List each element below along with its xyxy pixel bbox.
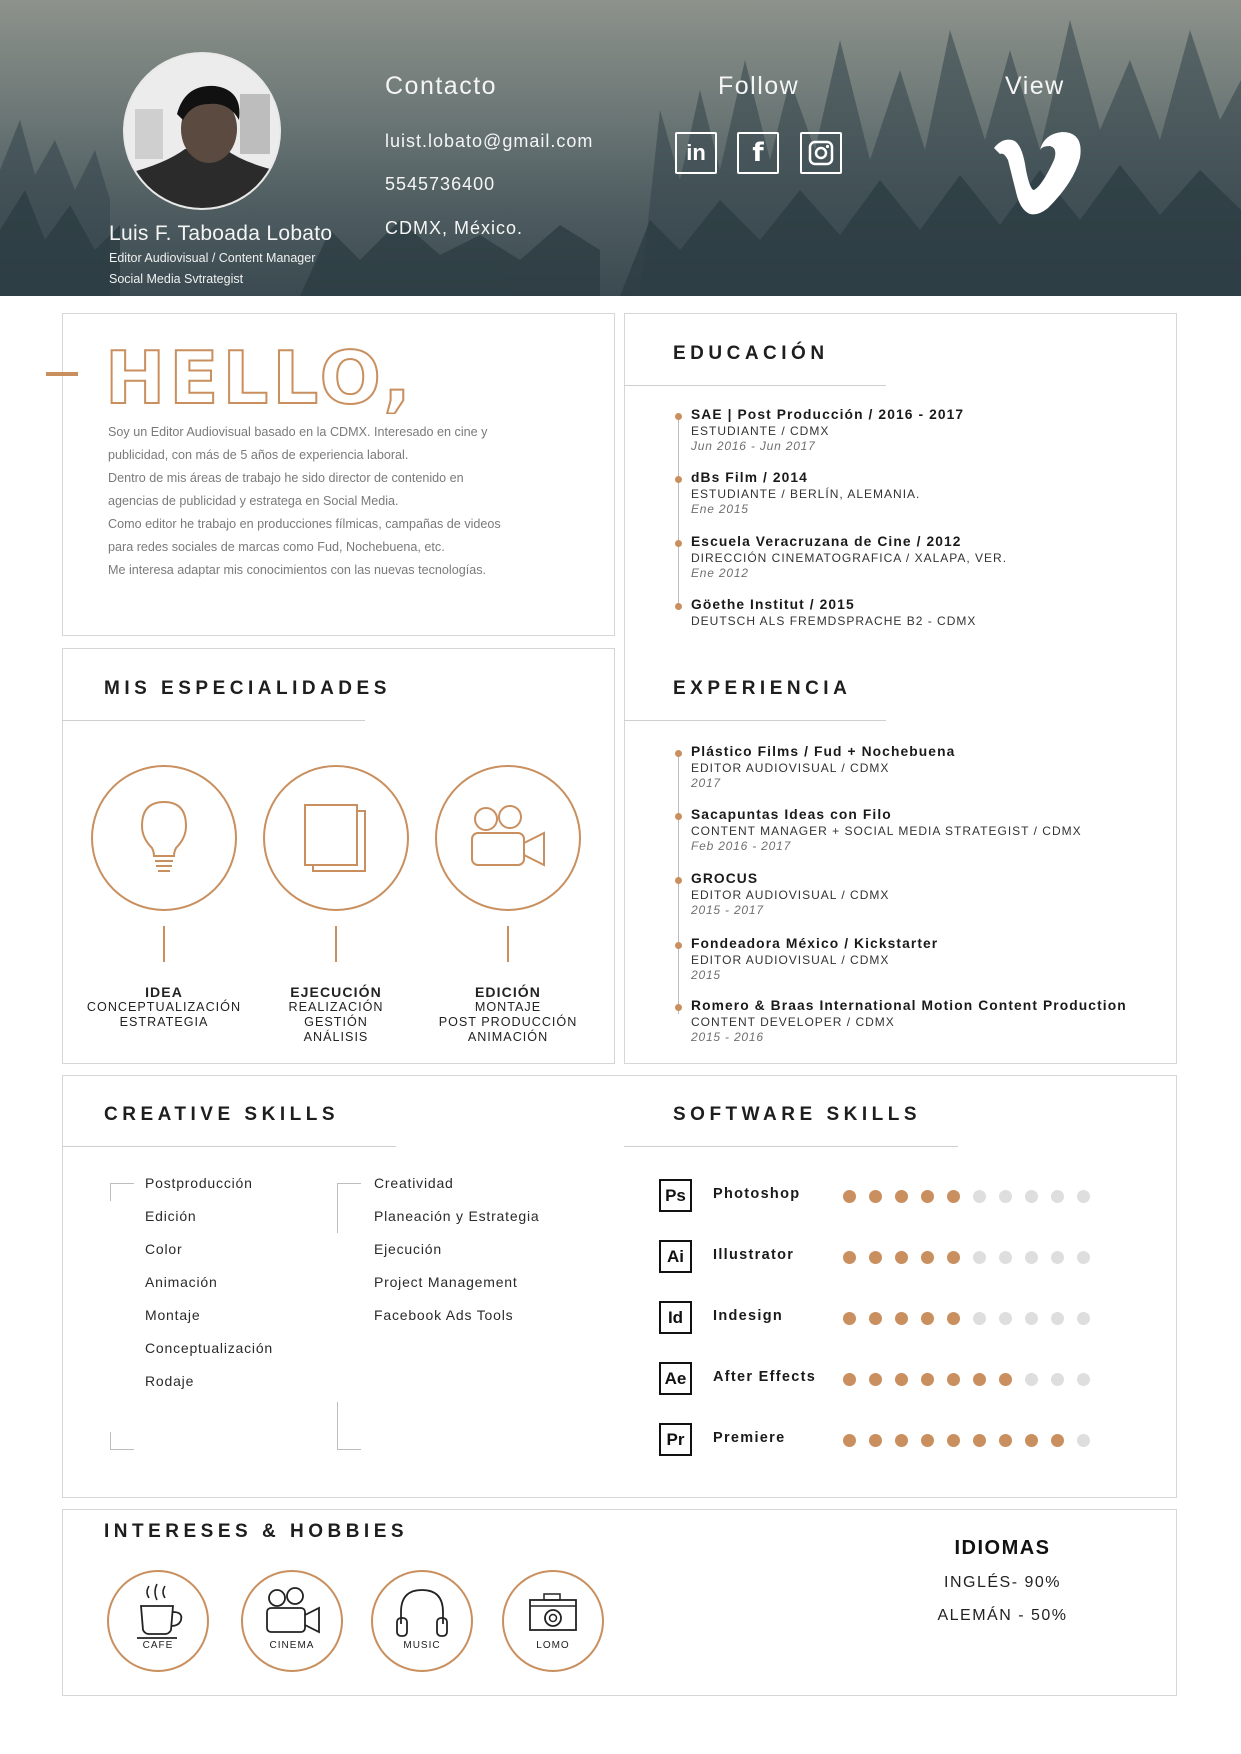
timeline-dot (675, 877, 682, 884)
skill-dot-filled (843, 1251, 856, 1264)
skill-dot-filled (947, 1190, 960, 1203)
skill-dot-empty (973, 1190, 986, 1203)
skill-dot-empty (973, 1312, 986, 1325)
skill-dot-filled (921, 1312, 934, 1325)
facebook-icon[interactable]: f (737, 132, 779, 174)
bracket-decor (110, 1432, 134, 1450)
software-name: Photoshop (713, 1186, 801, 1202)
creative-skill: Facebook Ads Tools (374, 1307, 514, 1323)
skill-level (843, 1312, 1090, 1325)
follow-title: Follow (718, 72, 800, 100)
pages-icon (301, 801, 371, 876)
skill-dot-filled (921, 1190, 934, 1203)
hobbies-title: INTERESES & HOBBIES (104, 1521, 409, 1542)
experience-item-date: 2015 (691, 968, 721, 982)
coffee-icon (109, 1572, 207, 1670)
experience-item-title: Plástico Films / Fud + Nochebuena (691, 744, 956, 759)
software-name: Premiere (713, 1430, 786, 1446)
timeline-dot (675, 413, 682, 420)
skill-dot-empty (973, 1251, 986, 1264)
creative-skill: Project Management (374, 1274, 518, 1290)
hello-heading-text: HELLO, (105, 338, 405, 414)
experience-item-sub: CONTENT MANAGER + SOCIAL MEDIA STRATEGIST / CDMX (691, 824, 1082, 838)
hobby-label: MUSIC (403, 1640, 441, 1651)
education-item-title: Escuela Veracruzana de Cine / 2012 (691, 534, 962, 549)
creative-skill: Conceptualización (145, 1340, 274, 1356)
creative-skill: Creatividad (374, 1175, 454, 1191)
software-skills-title: SOFTWARE SKILLS (673, 1104, 921, 1125)
software-name: After Effects (713, 1369, 817, 1385)
skill-dot-empty (1077, 1312, 1090, 1325)
vimeo-icon[interactable] (992, 130, 1084, 216)
specialty-line: ANÁLISIS (303, 1030, 369, 1044)
profile-role-secondary: Social Media Svtrategist (109, 272, 244, 286)
hobby-coffee (107, 1570, 209, 1672)
skill-dot-filled (869, 1373, 882, 1386)
contact-email[interactable]: luist.lobato@gmail.com (385, 131, 594, 151)
skill-dot-empty (999, 1312, 1012, 1325)
experience-timeline (678, 756, 679, 1014)
specialty-execution-text (236, 985, 436, 1045)
creative-skill: Postproducción (145, 1175, 253, 1191)
skill-dot-filled (947, 1251, 960, 1264)
experience-rule (624, 720, 886, 721)
experience-item-title: Romero & Braas International Motion Content Production (691, 998, 1127, 1013)
skill-dot-filled (869, 1434, 882, 1447)
specialty-edition-text (408, 985, 608, 1045)
hobby-cinema (241, 1570, 343, 1672)
language-item: INGLÉS- 90% (944, 1574, 1061, 1591)
view-title: View (1005, 72, 1065, 100)
hobby-label: CAFE (142, 1640, 174, 1651)
skill-dot-filled (999, 1373, 1012, 1386)
bracket-decor (337, 1183, 361, 1233)
skill-dot-empty (1025, 1373, 1038, 1386)
hobby-lomo (502, 1570, 604, 1672)
skill-dot-empty (1077, 1373, 1090, 1386)
timeline-dot (675, 603, 682, 610)
about-line: agencias de publicidad y estratega en Social Media. (108, 494, 399, 508)
skill-dot-empty (1051, 1251, 1064, 1264)
software-skills-rule (624, 1146, 958, 1147)
hello-heading (105, 338, 405, 419)
after-effects-icon: Ae (659, 1362, 692, 1395)
illustrator-icon: Ai (659, 1240, 692, 1273)
skill-dot-filled (895, 1190, 908, 1203)
specialty-line: GESTIÓN (304, 1015, 368, 1029)
about-line: Dentro de mis áreas de trabajo he sido director de contenido en (108, 471, 464, 485)
camera-icon (504, 1572, 602, 1670)
profile-role: Editor Audiovisual / Content Manager (109, 251, 316, 265)
education-item-date: Ene 2012 (691, 566, 749, 580)
specialty-line: ESTRATEGIA (119, 1015, 209, 1029)
specialty-line: ANIMACIÓN (467, 1030, 549, 1044)
education-item-sub: ESTUDIANTE / CDMX (691, 424, 830, 438)
skill-dot-filled (947, 1373, 960, 1386)
bracket-decor (337, 1402, 361, 1450)
education-item-date: Ene 2015 (691, 502, 749, 516)
education-item-title: SAE | Post Producción / 2016 - 2017 (691, 407, 965, 422)
about-line: Como editor he trabajo en producciones fílmicas, campañas de videos (108, 517, 501, 531)
skill-level (843, 1434, 1090, 1447)
specialty-heading: IDEA (145, 984, 183, 1000)
experience-item-date: Feb 2016 - 2017 (691, 839, 792, 853)
skill-dot-filled (895, 1312, 908, 1325)
skill-dot-empty (1077, 1434, 1090, 1447)
hobby-music (371, 1570, 473, 1672)
cinema-icon (243, 1572, 341, 1670)
timeline-dot (675, 540, 682, 547)
skill-dot-filled (1025, 1434, 1038, 1447)
skill-dot-filled (921, 1434, 934, 1447)
indesign-icon: Id (659, 1301, 692, 1334)
specialty-line: REALIZACIÓN (288, 1000, 384, 1014)
film-camera-icon (466, 803, 550, 873)
skill-dot-empty (1051, 1190, 1064, 1203)
education-item-sub: DEUTSCH ALS FREMDSPRACHE B2 - CDMX (691, 614, 977, 628)
skill-dot-filled (869, 1312, 882, 1325)
hello-accent-bar (46, 372, 78, 376)
contact-title: Contacto (385, 72, 498, 100)
headphones-icon (373, 1572, 471, 1670)
specialty-line: CONCEPTUALIZACIÓN (86, 1000, 242, 1014)
creative-skills-title: CREATIVE SKILLS (104, 1104, 339, 1125)
profile-name: Luis F. Taboada Lobato (109, 222, 333, 245)
skill-dot-empty (1077, 1190, 1090, 1203)
software-name: Indesign (713, 1308, 784, 1324)
education-item-title: Göethe Institut / 2015 (691, 597, 855, 612)
bracket-decor (110, 1183, 134, 1201)
experience-item-sub: CONTENT DEVELOPER / CDMX (691, 1015, 895, 1029)
specialty-line: POST PRODUCCIÓN (438, 1015, 578, 1029)
about-line: Me interesa adaptar mis conocimientos con las nuevas tecnologías. (108, 563, 487, 577)
lightbulb-icon (134, 798, 194, 878)
timeline-dot (675, 813, 682, 820)
specialty-stem (163, 926, 165, 962)
experience-title: EXPERIENCIA (673, 678, 852, 699)
skill-dot-filled (947, 1312, 960, 1325)
about-line: publicidad, con más de 5 años de experiencia laboral. (108, 448, 409, 462)
specialty-heading: EJECUCIÓN (290, 984, 382, 1000)
experience-item-title: GROCUS (691, 871, 759, 886)
creative-skill: Montaje (145, 1307, 201, 1323)
education-title: EDUCACIÓN (673, 343, 829, 364)
skill-dot-filled (973, 1434, 986, 1447)
instagram-icon[interactable] (800, 132, 842, 174)
language-item: ALEMÁN - 50% (937, 1607, 1068, 1624)
skill-dot-filled (869, 1251, 882, 1264)
skill-dot-empty (1025, 1251, 1038, 1264)
education-timeline (678, 420, 679, 610)
skill-dot-filled (869, 1190, 882, 1203)
skill-dot-empty (1077, 1251, 1090, 1264)
skill-dot-filled (999, 1434, 1012, 1447)
photoshop-icon: Ps (659, 1179, 692, 1212)
creative-skill: Planeación y Estrategia (374, 1208, 540, 1224)
education-item-title: dBs Film / 2014 (691, 470, 808, 485)
education-item-sub: ESTUDIANTE / BERLÍN, ALEMANIA. (691, 487, 921, 501)
timeline-dot (675, 476, 682, 483)
creative-skill: Edición (145, 1208, 197, 1224)
creative-skill: Rodaje (145, 1373, 195, 1389)
skill-dot-empty (1051, 1312, 1064, 1325)
hobby-label: CINEMA (269, 1640, 315, 1651)
specialty-stem (335, 926, 337, 962)
education-rule (624, 385, 886, 386)
skill-dot-filled (895, 1373, 908, 1386)
experience-item-title: Fondeadora México / Kickstarter (691, 936, 939, 951)
skill-dot-empty (999, 1251, 1012, 1264)
skill-dot-filled (895, 1251, 908, 1264)
contact-phone[interactable]: 5545736400 (385, 174, 496, 194)
skill-dot-filled (1051, 1434, 1064, 1447)
premiere-icon: Pr (659, 1423, 692, 1456)
about-text (108, 421, 568, 582)
experience-item-sub: EDITOR AUDIOVISUAL / CDMX (691, 761, 890, 775)
skill-level (843, 1373, 1090, 1386)
specialty-stem (507, 926, 509, 962)
education-item-date: Jun 2016 - Jun 2017 (691, 439, 816, 453)
skill-dot-empty (1025, 1190, 1038, 1203)
experience-item-date: 2017 (691, 776, 721, 790)
creative-skills-rule (62, 1146, 396, 1147)
education-item-sub: DIRECCIÓN CINEMATOGRAFICA / XALAPA, VER. (691, 551, 1008, 565)
skill-dot-filled (843, 1190, 856, 1203)
contact-location: CDMX, México. (385, 218, 524, 238)
creative-skill: Ejecución (374, 1241, 442, 1257)
specialty-idea-text (64, 985, 264, 1030)
skill-dot-filled (921, 1251, 934, 1264)
skill-dot-filled (843, 1434, 856, 1447)
creative-skill: Animación (145, 1274, 218, 1290)
skill-dot-empty (1051, 1373, 1064, 1386)
experience-item-title: Sacapuntas Ideas con Filo (691, 807, 892, 822)
languages-title: IDIOMAS (954, 1537, 1051, 1559)
specialties-rule (62, 720, 365, 721)
skill-dot-empty (1025, 1312, 1038, 1325)
specialty-heading: EDICIÓN (474, 984, 542, 1000)
experience-item-sub: EDITOR AUDIOVISUAL / CDMX (691, 888, 890, 902)
experience-item-date: 2015 - 2017 (691, 903, 764, 917)
creative-skill: Color (145, 1241, 183, 1257)
specialty-execution-circle (263, 765, 409, 911)
specialties-title: MIS ESPECIALIDADES (104, 678, 391, 699)
specialty-idea-circle (91, 765, 237, 911)
skill-dot-filled (843, 1373, 856, 1386)
skill-dot-filled (973, 1373, 986, 1386)
about-line: para redes sociales de marcas como Fud, Nochebuena, etc. (108, 540, 445, 554)
header-banner (0, 0, 1241, 296)
skill-dot-filled (843, 1312, 856, 1325)
specialty-line: MONTAJE (474, 1000, 542, 1014)
timeline-dot (675, 1004, 682, 1011)
skill-dot-filled (895, 1434, 908, 1447)
skill-dot-filled (947, 1434, 960, 1447)
avatar (123, 52, 281, 210)
specialty-edition-circle (435, 765, 581, 911)
experience-item-date: 2015 - 2016 (691, 1030, 764, 1044)
about-line: Soy un Editor Audiovisual basado en la CDMX. Interesado en cine y (108, 425, 488, 439)
linkedin-icon[interactable]: in (675, 132, 717, 174)
timeline-dot (675, 942, 682, 949)
hobby-label: LOMO (536, 1640, 570, 1651)
skill-level (843, 1251, 1090, 1264)
software-name: Illustrator (713, 1247, 795, 1263)
skill-level (843, 1190, 1090, 1203)
experience-item-sub: EDITOR AUDIOVISUAL / CDMX (691, 953, 890, 967)
skill-dot-empty (999, 1190, 1012, 1203)
skill-dot-filled (921, 1373, 934, 1386)
timeline-dot (675, 750, 682, 757)
